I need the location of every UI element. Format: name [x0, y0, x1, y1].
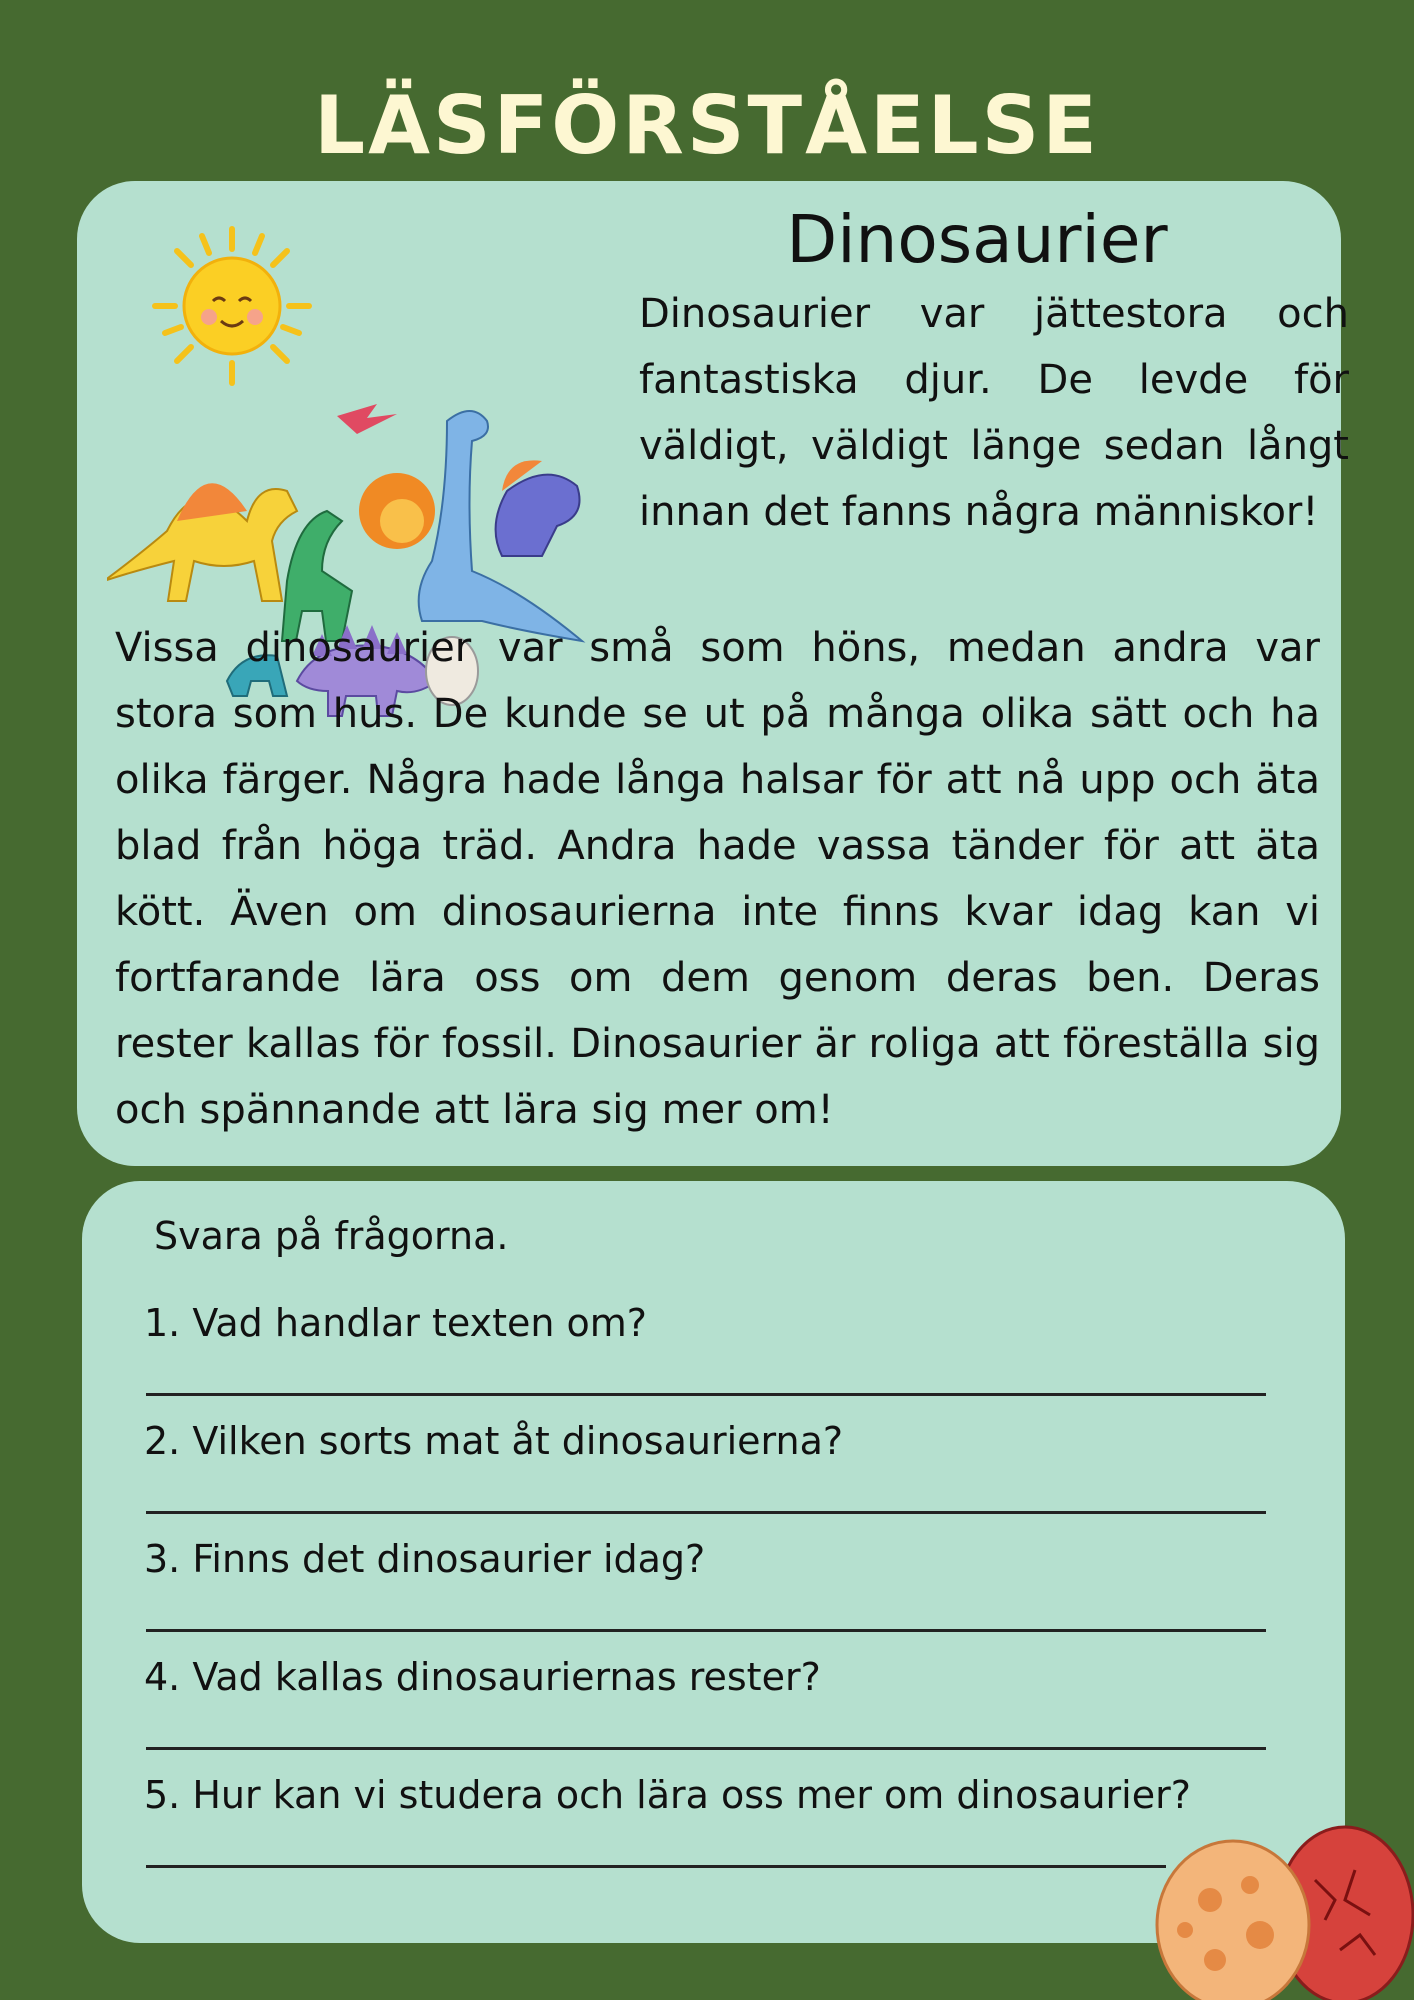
- answer-line-4[interactable]: [146, 1747, 1266, 1750]
- answer-line-1[interactable]: [146, 1393, 1266, 1396]
- story-title: Dinosaurier: [786, 201, 1168, 278]
- answer-line-3[interactable]: [146, 1629, 1266, 1632]
- question-5: 5. Hur kan vi studera och lära oss mer om dinosaurier?: [144, 1773, 1191, 1817]
- instruction-text: Svara på frågorna.: [154, 1214, 509, 1258]
- question-4: 4. Vad kallas dinosauriernas rester?: [144, 1655, 821, 1699]
- question-1: 1. Vad handlar texten om?: [144, 1301, 647, 1345]
- story-card: [77, 181, 1349, 1166]
- question-2: 2. Vilken sorts mat åt dinosaurierna?: [144, 1419, 844, 1463]
- story-body: Vissa dinosaurier var små som höns, medan andra var stora som hus. De kunde se ut på många olika sätt och ha olika färger. Några hade långa halsar för att nå upp och äta blad från höga träd. Andra hade vassa tänder för att äta kött. Även om dinosaurierna inte finns kvar idag kan vi fortfarande lära oss om dem genom deras ben. Deras rester kallas för fossil. Dinosaurier är roliga att föreställa sig och spännande att lära sig mer om!: [115, 625, 1320, 1133]
- page-title: LÄSFÖRSTÅELSE: [314, 79, 1100, 172]
- dinosaur-eggs-illustration: [1155, 1810, 1414, 2000]
- answer-line-2[interactable]: [146, 1511, 1266, 1514]
- question-3: 3. Finns det dinosaurier idag?: [144, 1537, 706, 1581]
- story-intro: Dinosaurier var jättestora och fantastiska djur. De levde för väldigt, väldigt länge sedan långt innan det fanns några människor!: [639, 291, 1349, 535]
- answer-line-5[interactable]: [146, 1865, 1166, 1868]
- sun-icon: [147, 221, 317, 391]
